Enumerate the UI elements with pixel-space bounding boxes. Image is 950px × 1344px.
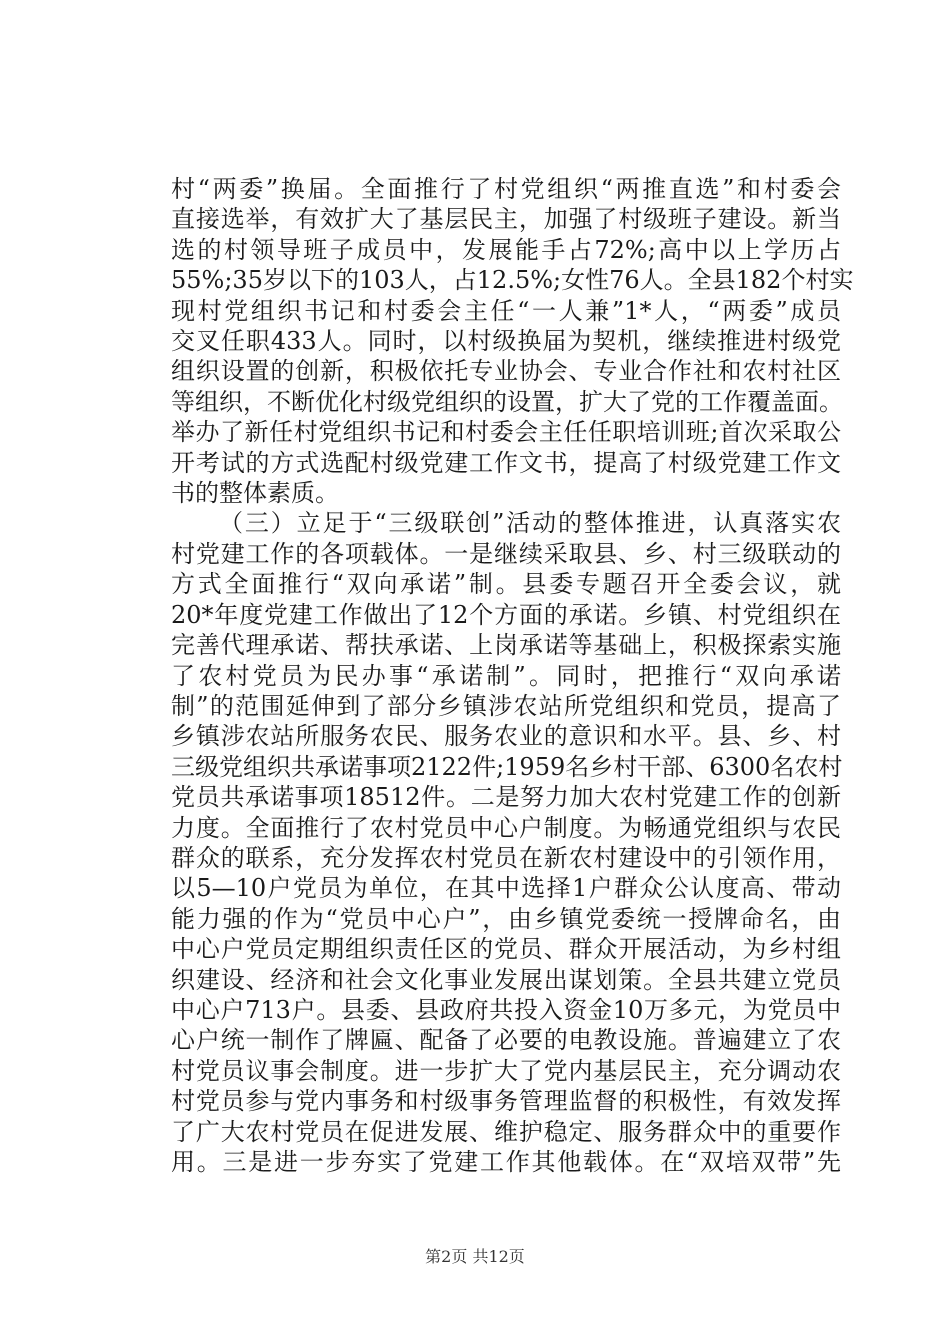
- text-line: 织建设、经济和社会文化事业发展出谋划策。全县共建立党员: [171, 965, 841, 994]
- text-line: 村“两委”换届。全面推行了村党组织“两推直选”和村委会: [171, 175, 841, 203]
- text-line: 交叉任职433人。同时，以村级换届为契机，继续推进村级党: [171, 327, 841, 356]
- text-line: 乡镇涉农站所服务农民、服务农业的意识和水平。县、乡、村: [171, 722, 841, 751]
- text-line: 20*年度党建工作做出了12个方面的承诺。乡镇、村党组织在: [171, 600, 841, 629]
- text-line: 村党员参与党内事务和村级事务管理监督的积极性，有效发挥: [171, 1087, 841, 1116]
- text-line: 能力强的作为“党员中心户”，由乡镇党委统一授牌命名，由: [171, 904, 841, 933]
- body-text: [171, 174, 854, 1177]
- text-line: 了广大农村党员在促进发展、维护稳定、服务群众中的重要作: [171, 1117, 841, 1146]
- text-line: 方式全面推行“双向承诺”制。县委专题召开全委会议，就: [171, 570, 841, 599]
- text-line: 三级党组织共承诺事项2122件;1959名乡村干部、6300名农村: [171, 752, 843, 781]
- text-line: 心户统一制作了牌匾、配备了必要的电教设施。普遍建立了农: [171, 1026, 841, 1055]
- text-line: 55%;35岁以下的103人，占12.5%;女性76人。全县182个村实: [171, 266, 854, 295]
- text-line: 直接选举，有效扩大了基层民主，加强了村级班子建设。新当: [171, 205, 841, 234]
- text-line: 党员共承诺事项18512件。二是努力加大农村党建工作的创新: [171, 783, 841, 812]
- text-line: 现村党组织书记和村委会主任“一人兼”1*人，“两委”成员: [171, 296, 841, 325]
- text-line: 群众的联系，充分发挥农村党员在新农村建设中的引领作用，: [171, 843, 841, 872]
- text-line: 村党员议事会制度。进一步扩大了党内基层民主，充分调动农: [171, 1056, 841, 1085]
- text-line: 举办了新任村党组织书记和村委会主任任职培训班;首次采取公: [171, 418, 841, 447]
- text-line: 选的村领导班子成员中，发展能手占72%;高中以上学历占: [171, 235, 841, 264]
- text-line: 等组织，不断优化村级党组织的设置，扩大了党的工作覆盖面。: [171, 387, 843, 416]
- text-line: （三）立足于“三级联创”活动的整体推进，认真落实农: [219, 509, 841, 538]
- text-line: 力度。全面推行了农村党员中心户制度。为畅通党组织与农民: [171, 813, 841, 842]
- text-line: 中心户党员定期组织责任区的党员、群众开展活动，为乡村组: [171, 935, 841, 964]
- text-line: 以5—10户党员为单位，在其中选择1户群众公认度高、带动: [171, 874, 841, 903]
- text-line: 了农村党员为民办事“承诺制”。同时，把推行“双向承诺: [171, 661, 841, 690]
- text-line: 书的整体素质。: [171, 479, 339, 508]
- text-line: 村党建工作的各项载体。一是继续采取县、乡、村三级联动的: [171, 539, 841, 568]
- text-line: 中心户713户。县委、县政府共投入资金10万多元，为党员中: [171, 995, 841, 1024]
- text-line: 用。三是进一步夯实了党建工作其他载体。在“双培双带”先: [171, 1148, 841, 1176]
- page-footer: 第2页 共12页: [425, 1247, 525, 1266]
- text-line: 完善代理承诺、帮扶承诺、上岗承诺等基础上，积极探索实施: [171, 631, 841, 660]
- text-line: 组织设置的创新，积极依托专业协会、专业合作社和农村社区: [171, 357, 841, 386]
- text-line: 开考试的方式选配村级党建工作文书，提高了村级党建工作文: [171, 448, 841, 477]
- text-line: 制”的范围延伸到了部分乡镇涉农站所党组织和党员，提高了: [171, 691, 841, 720]
